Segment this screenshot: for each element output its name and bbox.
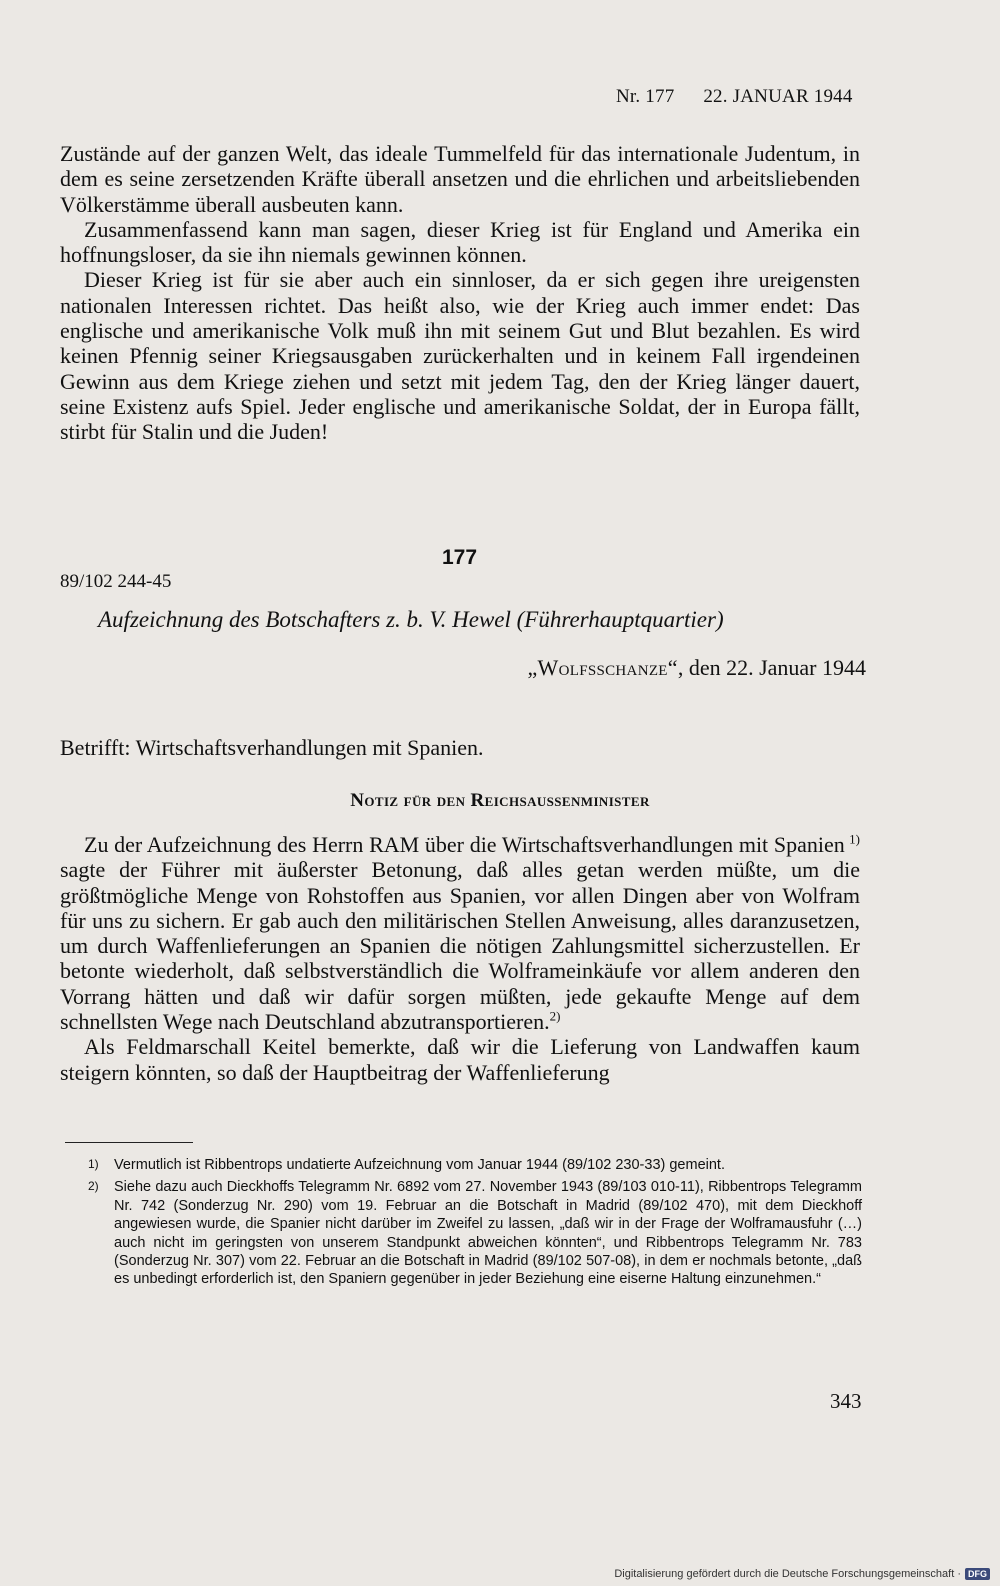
funding-text: Digitalisierung gefördert durch die Deutsche Forschungsgemeinschaft · xyxy=(614,1568,961,1580)
previous-document-text xyxy=(60,141,860,445)
document-heading: Aufzeichnung des Botschafters z. b. V. Hewel (Führerhauptquartier) xyxy=(98,607,724,632)
date: , den 22. Januar 1944 xyxy=(677,655,866,680)
text-run: sagte der Führer mit äußerster Betonung, daß alles getan werden müßte, um die größtmögliche Menge von Rohstoffen aus Spanien, vor allen Dingen aber von Wolfram für uns zu sichern. Er gab auch den militärischen Stellen Anweisung, alles daranzusetzen, um durch Waffenlieferungen an Spanien die nötigen Zahlungsmittel sicherzustellen. Er betonte wiederholt, daß selbstverständlich die Wolframeinkäufe vor allem anderen den Vorrang hätten und daß wir dafür sorgen müßten, jede gekaufte Menge auf dem schnellsten Wege nach Deutschland abzutransportieren. xyxy=(60,857,860,1035)
footnotes xyxy=(88,1156,862,1293)
place: „Wolfsschanze“ xyxy=(527,655,678,680)
footnote xyxy=(88,1156,862,1174)
dfg-logo-icon: DFG xyxy=(965,1568,990,1580)
footnote xyxy=(88,1178,862,1288)
document-body xyxy=(60,832,860,1085)
place-date-line xyxy=(527,655,866,681)
paragraph: Zusammenfassend kann man sagen, dieser Krieg ist für England und Amerika ein hoffnungsloser, da sie ihn niemals gewinnen können. xyxy=(60,216,860,268)
running-head-doc-number: Nr. 177 xyxy=(616,86,675,107)
footnote-ref: 1) xyxy=(849,831,860,847)
paragraph xyxy=(60,832,860,1034)
paragraph: Als Feldmarschall Keitel bemerkte, daß wir die Lieferung von Landwaffen kaum steigern könnten, so daß der Hauptbeitrag der Waffenlieferung xyxy=(60,1034,860,1085)
notice-title: Notiz für den Reichsaussenminister xyxy=(350,790,650,811)
footnote-mark: 2) xyxy=(88,1179,99,1194)
paragraph: Dieser Krieg ist für sie aber auch ein sinnloser, da er sich gegen ihre ureigensten nationalen Interessen richtet. Das heißt also, wie der Krieg auch immer endet: Das englische und amerikanische Volk muß ihn mit seinem Gut und Blut bezahlen. Es wird keinen Pfennig seiner Kriegsausgaben zurückerhalten und in keinem Fall irgendeinen Gewinn aus dem Kriege ziehen und setzt mit jedem Tag, den der Krieg länger dauert, seine Existenz aufs Spiel. Jeder englische und amerikanische Soldat, der in Europa fällt, stirbt für Stalin und die Juden! xyxy=(60,267,860,445)
footnote-mark: 1) xyxy=(88,1157,99,1171)
running-head xyxy=(616,86,877,108)
running-head-date: 22. JANUAR 1944 xyxy=(703,86,853,107)
footnote-text: Vermutlich ist Ribbentrops undatierte Aufzeichnung vom Januar 1944 (89/102 230-33) gemeint. xyxy=(114,1157,725,1173)
footnote-text: Siehe dazu auch Dieckhoffs Telegramm Nr. 6892 vom 27. November 1943 (89/103 010-11), Ribbentrops Telegramm Nr. 742 (Sonderzug Nr. 290) vom 19. Februar an die Botschaft in Madrid (89/102 470), mit dem Dieckhoff angewiesen wurde, die Spanier nicht darüber im Zweifel zu lassen, „daß wir in der Frage der Wolframausfuhr (…) auch nicht im geringsten von unserem Standpunkt abweichen könnten“, und Ribbentrops Telegramm Nr. 783 (Sonderzug Nr. 307) vom 22. Februar an die Botschaft in Madrid (89/102 507-08), in dem er nochmals betonte, „daß es unbedingt erforderlich ist, den Spaniern gegenüber in jeder Beziehung eine eiserne Haltung einzunehmen.“ xyxy=(114,1179,862,1288)
funding-note xyxy=(614,1568,990,1580)
document-number: 177 xyxy=(442,546,478,569)
paragraph: Zustände auf der ganzen Welt, das ideale Tummelfeld für das internationale Judentum, in dem es seine zersetzenden Kräfte überall ansetzen und die ehrlichen und arbeitsliebenden Völkerstämme überall ausbeuten kann. xyxy=(60,141,860,217)
text-run: Zu der Aufzeichnung des Herrn RAM über die Wirtschaftsverhandlungen mit Spanien xyxy=(84,832,845,857)
footnote-divider xyxy=(65,1142,193,1143)
footnote-ref: 2) xyxy=(549,1008,561,1024)
file-reference: 89/102 244-45 xyxy=(60,571,172,592)
subject-line: Betrifft: Wirtschaftsverhandlungen mit Spanien. xyxy=(60,735,484,760)
page-number: 343 xyxy=(830,1389,862,1413)
